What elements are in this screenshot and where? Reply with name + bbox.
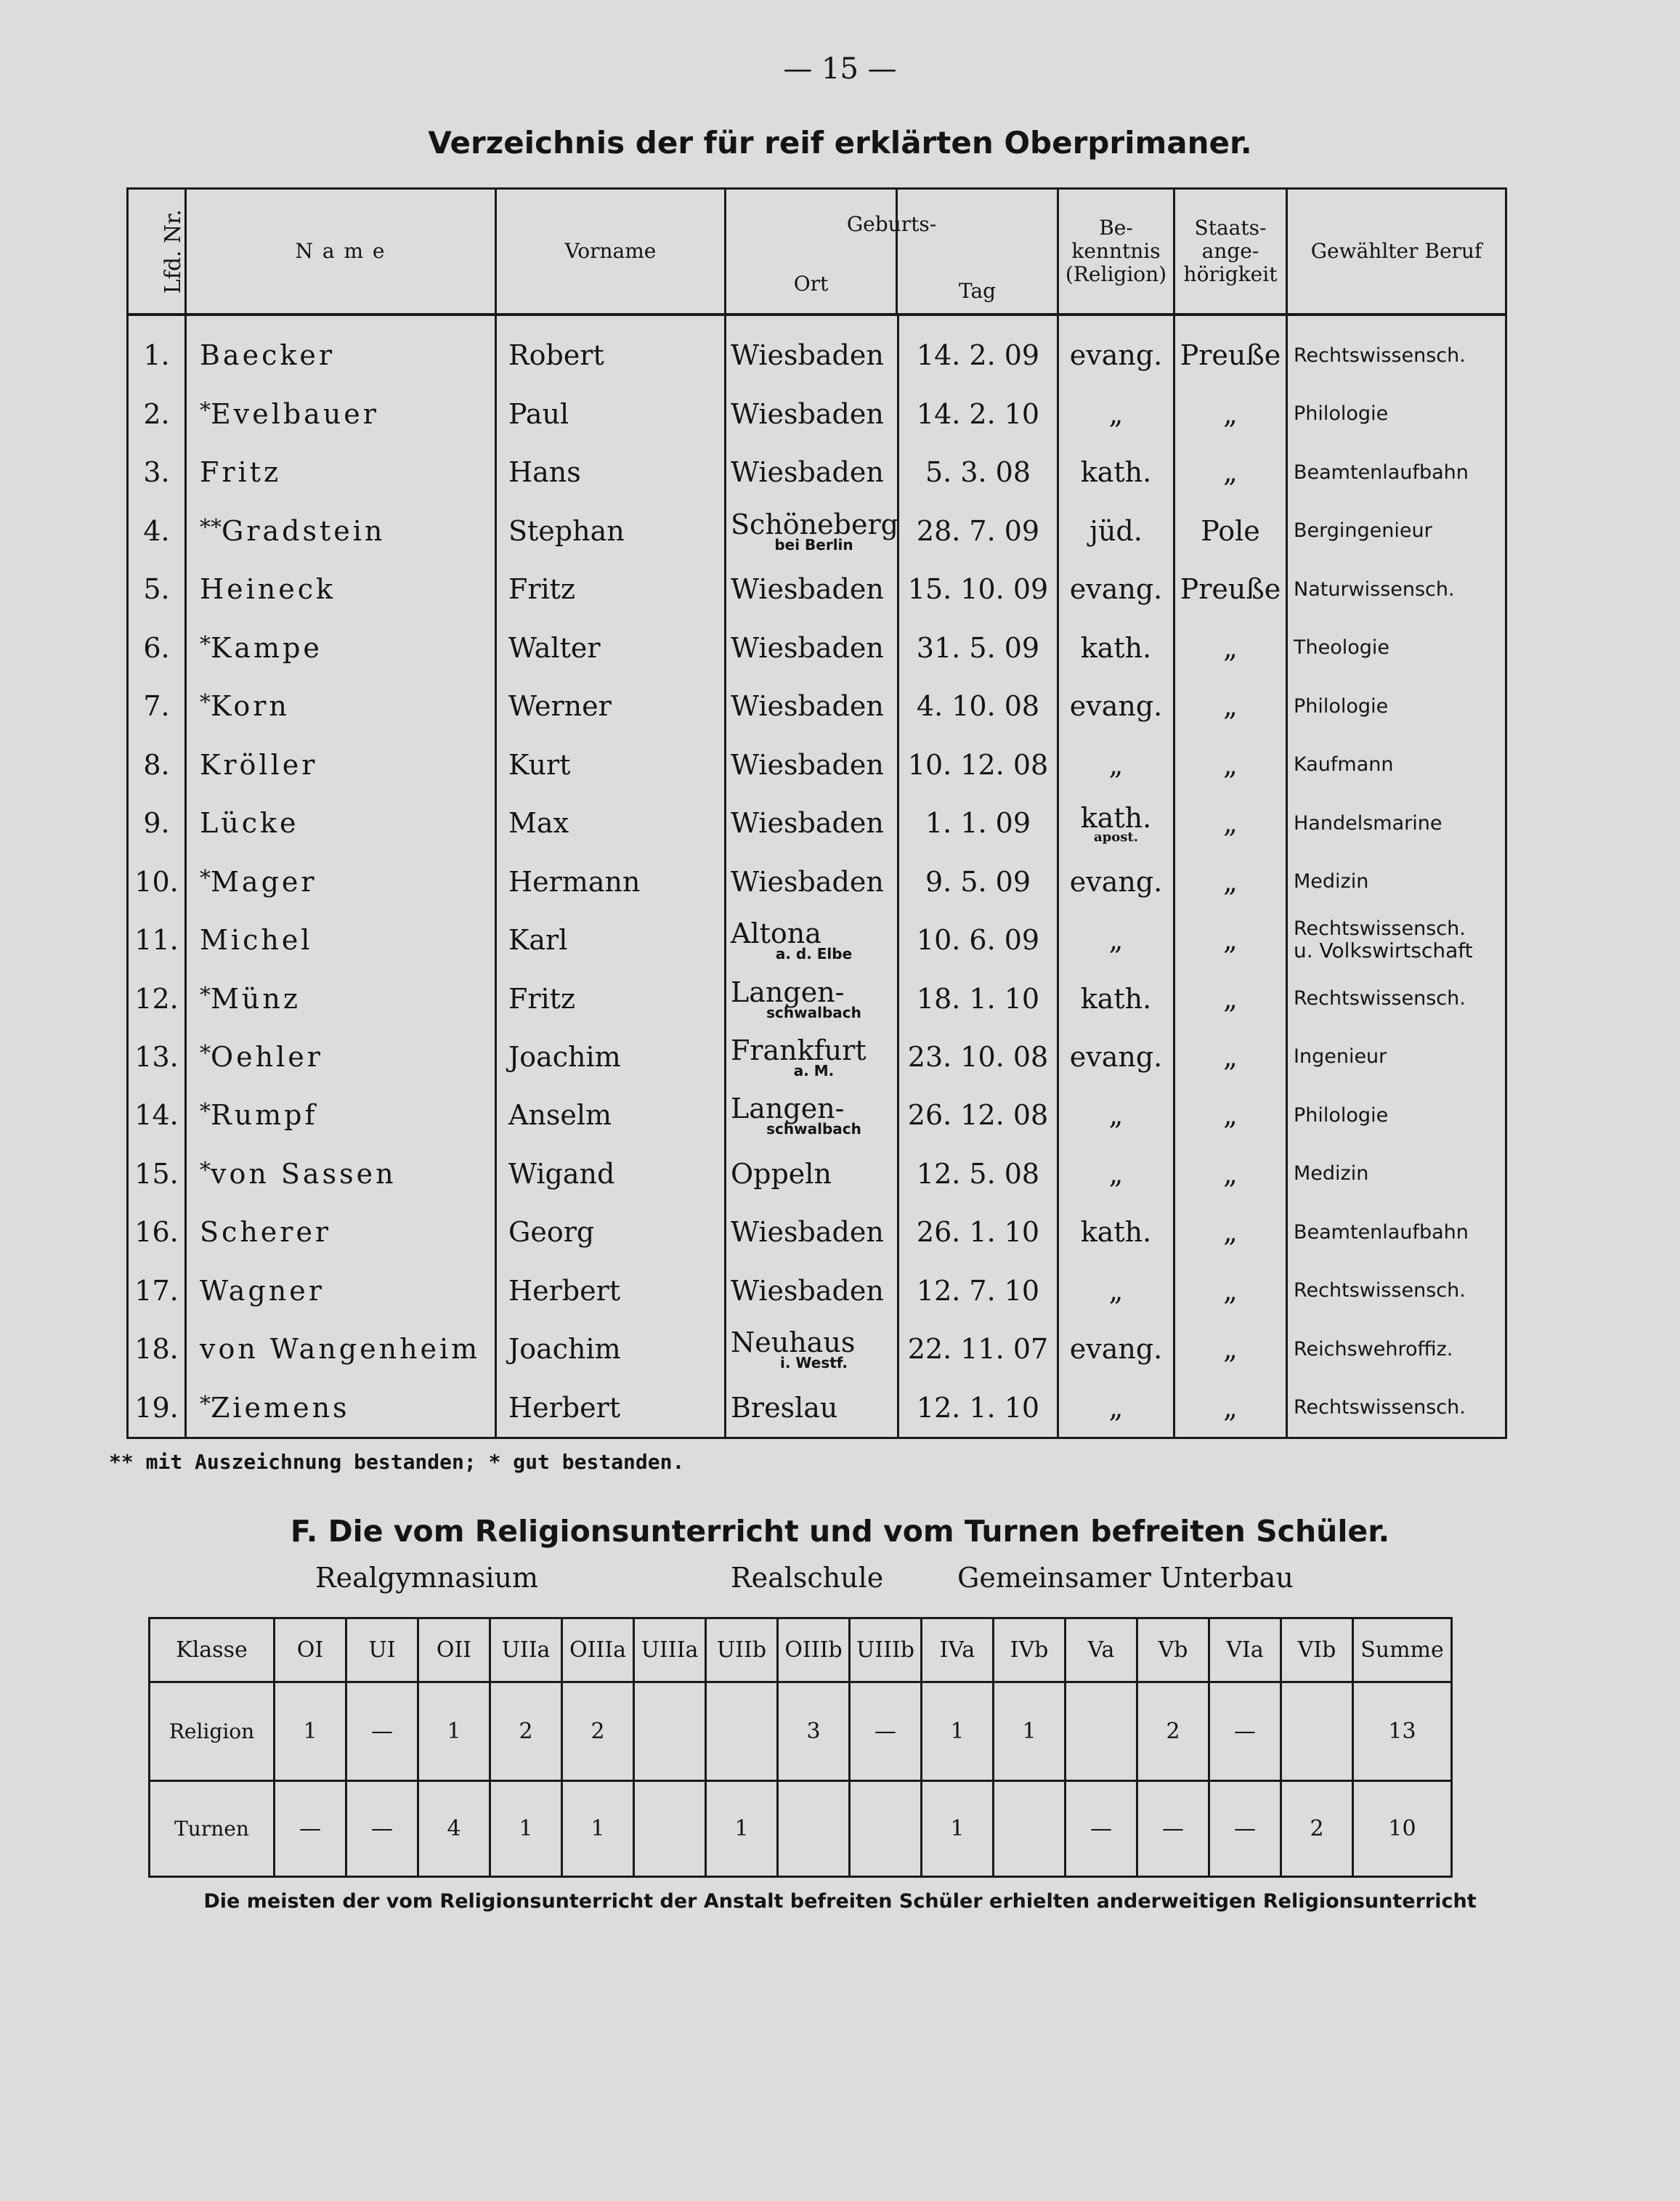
- student-surname: Kröller: [186, 735, 496, 793]
- exempt-count: [634, 1682, 706, 1781]
- birth-date: 9. 5. 09: [898, 852, 1058, 910]
- page-number: — 15 —: [783, 52, 897, 86]
- grade-mark: *: [200, 982, 211, 1008]
- row-number: 15.: [128, 1145, 186, 1203]
- exempt-count: 1: [418, 1682, 490, 1781]
- religion: „: [1058, 1145, 1174, 1203]
- nationality: „: [1174, 1262, 1287, 1320]
- student-surname: *Korn: [186, 677, 496, 735]
- exempt-header-class: OIIIa: [562, 1618, 634, 1682]
- exempt-count: —: [346, 1781, 418, 1877]
- student-row: [128, 735, 1506, 793]
- birth-place: Wiesbaden: [726, 1262, 898, 1320]
- group-realschule: Realschule: [731, 1562, 884, 1594]
- birth-place: Oppeln: [726, 1145, 898, 1203]
- religion: „: [1058, 735, 1174, 793]
- religion: „: [1058, 1086, 1174, 1144]
- exempt-count: —: [1209, 1781, 1281, 1877]
- chosen-profession: Rechtswissensch. u. Volkswirtschaft: [1287, 911, 1506, 969]
- row-number: 4.: [128, 502, 186, 560]
- religion: „: [1058, 385, 1174, 443]
- chosen-profession: Ingenieur: [1287, 1028, 1506, 1086]
- birth-place: Neuhaus i. Westf.: [726, 1320, 898, 1378]
- religion: kath.: [1058, 1203, 1174, 1261]
- birth-date: 18. 1. 10: [898, 969, 1058, 1027]
- nationality: Preuße: [1174, 315, 1287, 385]
- religion: evang.: [1058, 315, 1174, 385]
- student-surname: Fritz: [186, 443, 496, 501]
- grade-mark: *: [200, 1040, 211, 1066]
- nationality: „: [1174, 1320, 1287, 1378]
- religion: evang.: [1058, 677, 1174, 735]
- birth-place-detail: a. M.: [793, 1061, 835, 1079]
- chosen-profession: Handelsmarine: [1287, 794, 1506, 852]
- header-ort: Ort: [793, 271, 829, 296]
- chosen-profession: Reichswehroffiz.: [1287, 1320, 1506, 1378]
- nationality: „: [1174, 794, 1287, 852]
- header-tag: Tag: [958, 278, 997, 303]
- birth-date: 5. 3. 08: [898, 443, 1058, 501]
- birth-place: Wiesbaden: [726, 852, 898, 910]
- religion: evang.: [1058, 1320, 1174, 1378]
- student-firstname: Anselm: [496, 1086, 726, 1144]
- student-row: [128, 677, 1506, 735]
- birth-date: 4. 10. 08: [898, 677, 1058, 735]
- student-surname: Scherer: [186, 1203, 496, 1261]
- exempt-count: [634, 1781, 706, 1877]
- grade-mark: *: [200, 397, 211, 423]
- chosen-profession: Naturwissensch.: [1287, 560, 1506, 618]
- student-firstname: Fritz: [496, 969, 726, 1027]
- religion: evang.: [1058, 1028, 1174, 1086]
- exempt-header-class: Summe: [1353, 1618, 1452, 1682]
- grade-mark: *: [200, 631, 211, 657]
- student-surname: *Münz: [186, 969, 496, 1027]
- header-bekenntnis: Be-kenntnis (Religion): [1058, 189, 1174, 315]
- chosen-profession: Rechtswissensch.: [1287, 1378, 1506, 1438]
- student-surname: Wagner: [186, 1262, 496, 1320]
- exempt-header-class: IVb: [994, 1618, 1066, 1682]
- student-row: [128, 315, 1506, 385]
- birth-place-detail: a. d. Elbe: [775, 945, 853, 963]
- birth-place: Schöneberg bei Berlin: [726, 502, 898, 560]
- chosen-profession-detail: u. Volkswirtschaft: [1294, 939, 1473, 963]
- row-number: 17.: [128, 1262, 186, 1320]
- row-number: 11.: [128, 911, 186, 969]
- birth-date: 22. 11. 07: [898, 1320, 1058, 1378]
- chosen-profession: Theologie: [1287, 619, 1506, 677]
- religion-detail: apost.: [1094, 829, 1138, 845]
- chosen-profession: Rechtswissensch.: [1287, 315, 1506, 385]
- birth-date: 12. 7. 10: [898, 1262, 1058, 1320]
- chosen-profession: Medizin: [1287, 1145, 1506, 1203]
- nationality: „: [1174, 735, 1287, 793]
- student-firstname: Joachim: [496, 1320, 726, 1378]
- religion: kath.: [1058, 619, 1174, 677]
- exempt-header-class: UIIa: [490, 1618, 562, 1682]
- exempt-count: 1: [275, 1682, 346, 1781]
- exempt-count: —: [1066, 1781, 1137, 1877]
- birth-date: 14. 2. 10: [898, 385, 1058, 443]
- birth-place: Wiesbaden: [726, 385, 898, 443]
- birth-place: Frankfurt a. M.: [726, 1028, 898, 1086]
- birth-date: 12. 1. 10: [898, 1378, 1058, 1438]
- student-row: [128, 1262, 1506, 1320]
- birth-date: 23. 10. 08: [898, 1028, 1058, 1086]
- birth-date: 15. 10. 09: [898, 560, 1058, 618]
- row-number: 6.: [128, 619, 186, 677]
- exempt-count: —: [275, 1781, 346, 1877]
- exempt-header-class: UIIIb: [850, 1618, 922, 1682]
- graduates-table: [126, 187, 1505, 1439]
- student-row: [128, 911, 1506, 969]
- birth-place: Wiesbaden: [726, 735, 898, 793]
- student-surname: *Oehler: [186, 1028, 496, 1086]
- student-row: [128, 1145, 1506, 1203]
- chosen-profession: Rechtswissensch.: [1287, 969, 1506, 1027]
- student-surname: *von Sassen: [186, 1145, 496, 1203]
- student-row: [128, 1028, 1506, 1086]
- student-firstname: Herbert: [496, 1378, 726, 1438]
- exempt-table: [148, 1617, 1453, 1876]
- grade-mark: *: [200, 1391, 211, 1417]
- student-row: [128, 969, 1506, 1027]
- exempt-header-class: OIIIb: [778, 1618, 850, 1682]
- chosen-profession: Rechtswissensch.: [1287, 1262, 1506, 1320]
- birth-date: 14. 2. 09: [898, 315, 1058, 385]
- religion: kath.: [1058, 969, 1174, 1027]
- student-firstname: Kurt: [496, 735, 726, 793]
- student-surname: *Evelbauer: [186, 385, 496, 443]
- student-surname: Lücke: [186, 794, 496, 852]
- exempt-header-class: VIa: [1209, 1618, 1281, 1682]
- chosen-profession: Philologie: [1287, 1086, 1506, 1144]
- student-row: [128, 1086, 1506, 1144]
- nationality: „: [1174, 1086, 1287, 1144]
- row-number: 3.: [128, 443, 186, 501]
- birth-place: Wiesbaden: [726, 1203, 898, 1261]
- religion: „: [1058, 1378, 1174, 1438]
- student-surname: Heineck: [186, 560, 496, 618]
- exempt-count: 1: [922, 1682, 994, 1781]
- exempt-count: 10: [1353, 1781, 1452, 1877]
- exempt-header-class: VIb: [1281, 1618, 1353, 1682]
- student-firstname: Max: [496, 794, 726, 852]
- birth-date: 12. 5. 08: [898, 1145, 1058, 1203]
- exempt-count: 2: [490, 1682, 562, 1781]
- student-row: [128, 619, 1506, 677]
- group-realgymnasium: Realgymnasium: [315, 1562, 539, 1594]
- student-row: [128, 560, 1506, 618]
- birth-place: Wiesbaden: [726, 315, 898, 385]
- row-label: Religion: [150, 1682, 275, 1781]
- header-name: N a m e: [186, 189, 496, 315]
- student-firstname: Hermann: [496, 852, 726, 910]
- nationality: „: [1174, 385, 1287, 443]
- page-title: Verzeichnis der für reif erklärten Oberprimaner.: [428, 125, 1252, 161]
- student-surname: *Mager: [186, 852, 496, 910]
- nationality: Preuße: [1174, 560, 1287, 618]
- exempt-header-class: OII: [418, 1618, 490, 1682]
- exempt-header-class: UI: [346, 1618, 418, 1682]
- birth-place: Wiesbaden: [726, 619, 898, 677]
- birth-date: 1. 1. 09: [898, 794, 1058, 852]
- student-firstname: Joachim: [496, 1028, 726, 1086]
- exempt-header-class: Vb: [1137, 1618, 1209, 1682]
- student-row: [128, 443, 1506, 501]
- exempt-count: 13: [1353, 1682, 1452, 1781]
- birth-place-detail: i. Westf.: [780, 1354, 848, 1372]
- birth-date: 28. 7. 09: [898, 502, 1058, 560]
- row-number: 13.: [128, 1028, 186, 1086]
- exempt-count: 4: [418, 1781, 490, 1877]
- religion: jüd.: [1058, 502, 1174, 560]
- grade-mark: *: [200, 690, 211, 716]
- exempt-header-class: UIIb: [706, 1618, 778, 1682]
- student-surname: Michel: [186, 911, 496, 969]
- header-nr: Lfd. Nr.: [128, 189, 186, 315]
- student-row: [128, 852, 1506, 910]
- exempt-header-klasse: Klasse: [150, 1618, 275, 1682]
- birth-place: Langen- schwalbach: [726, 1086, 898, 1144]
- nationality: „: [1174, 1145, 1287, 1203]
- row-number: 7.: [128, 677, 186, 735]
- birth-place-detail: schwalbach: [766, 1120, 861, 1138]
- birth-date: 26. 12. 08: [898, 1086, 1058, 1144]
- row-number: 16.: [128, 1203, 186, 1261]
- student-firstname: Karl: [496, 911, 726, 969]
- birth-place: Langen- schwalbach: [726, 969, 898, 1027]
- student-firstname: Robert: [496, 315, 726, 385]
- student-surname: *Ziemens: [186, 1378, 496, 1438]
- exempt-count: 1: [490, 1781, 562, 1877]
- chosen-profession: Philologie: [1287, 677, 1506, 735]
- row-number: 5.: [128, 560, 186, 618]
- chosen-profession: Philologie: [1287, 385, 1506, 443]
- exempt-count: 3: [778, 1682, 850, 1781]
- student-firstname: Paul: [496, 385, 726, 443]
- exempt-header-class: IVa: [922, 1618, 994, 1682]
- birth-place: Altona a. d. Elbe: [726, 911, 898, 969]
- religion: kath. apost.: [1058, 794, 1174, 852]
- row-label: Turnen: [150, 1781, 275, 1877]
- birth-place: Wiesbaden: [726, 443, 898, 501]
- nationality: „: [1174, 1203, 1287, 1261]
- row-number: 12.: [128, 969, 186, 1027]
- grade-mark: *: [200, 1157, 211, 1183]
- chosen-profession: Bergingenieur: [1287, 502, 1506, 560]
- row-number: 10.: [128, 852, 186, 910]
- birth-place: Wiesbaden: [726, 794, 898, 852]
- row-number: 18.: [128, 1320, 186, 1378]
- bottom-note: Die meisten der vom Religionsunterricht der Anstalt befreiten Schüler erhielten anderweitigen Religionsunterricht: [203, 1890, 1477, 1913]
- exempt-count: [850, 1781, 922, 1877]
- exempt-count: 1: [994, 1682, 1066, 1781]
- row-number: 19.: [128, 1378, 186, 1438]
- birth-place-detail: schwalbach: [766, 1003, 861, 1021]
- exempt-count: 2: [1281, 1781, 1353, 1877]
- chosen-profession: Kaufmann: [1287, 735, 1506, 793]
- birth-date: 10. 12. 08: [898, 735, 1058, 793]
- student-firstname: Stephan: [496, 502, 726, 560]
- header-geburts-label: Geburts-: [846, 212, 937, 236]
- religion: „: [1058, 1262, 1174, 1320]
- religion-row: [150, 1682, 1452, 1781]
- row-number: 9.: [128, 794, 186, 852]
- religion: kath.: [1058, 443, 1174, 501]
- row-number: 8.: [128, 735, 186, 793]
- nationality: „: [1174, 1028, 1287, 1086]
- student-surname: von Wangenheim: [186, 1320, 496, 1378]
- footnote: ** mit Auszeichnung bestanden; * gut bestanden.: [109, 1450, 685, 1474]
- nationality: „: [1174, 969, 1287, 1027]
- student-surname: **Gradstein: [186, 502, 496, 560]
- exempt-count: 1: [706, 1781, 778, 1877]
- nationality: „: [1174, 619, 1287, 677]
- birth-place-detail: bei Berlin: [774, 535, 853, 554]
- exempt-count: —: [1209, 1682, 1281, 1781]
- student-row: [128, 794, 1506, 852]
- exempt-count: —: [1137, 1781, 1209, 1877]
- student-row: [128, 502, 1506, 560]
- exempt-count: 1: [922, 1781, 994, 1877]
- nationality: „: [1174, 443, 1287, 501]
- exempt-header-class: UIIIa: [634, 1618, 706, 1682]
- exempt-count: 2: [1137, 1682, 1209, 1781]
- exempt-count: 1: [562, 1781, 634, 1877]
- religion: evang.: [1058, 560, 1174, 618]
- student-firstname: Fritz: [496, 560, 726, 618]
- birth-place: Breslau: [726, 1378, 898, 1438]
- exempt-count: —: [346, 1682, 418, 1781]
- exempt-count: [1281, 1682, 1353, 1781]
- nationality: „: [1174, 1378, 1287, 1438]
- header-geburts: [726, 189, 1058, 315]
- chosen-profession: Medizin: [1287, 852, 1506, 910]
- student-row: [128, 1320, 1506, 1378]
- chosen-profession: Beamtenlaufbahn: [1287, 1203, 1506, 1261]
- grade-mark: *: [200, 865, 211, 891]
- row-number: 14.: [128, 1086, 186, 1144]
- group-unterbau: Gemeinsamer Unterbau: [957, 1562, 1294, 1594]
- header-beruf: Gewählter Beruf: [1287, 189, 1506, 315]
- student-surname: Baecker: [186, 315, 496, 385]
- header-staat: Staats-ange-hörigkeit: [1174, 189, 1287, 315]
- nationality: Pole: [1174, 502, 1287, 560]
- exempt-header-class: OI: [275, 1618, 346, 1682]
- student-surname: *Kampe: [186, 619, 496, 677]
- student-row: [128, 385, 1506, 443]
- birth-place: Wiesbaden: [726, 677, 898, 735]
- student-firstname: Georg: [496, 1203, 726, 1261]
- religion: „: [1058, 911, 1174, 969]
- exempt-count: —: [850, 1682, 922, 1781]
- header-vorname: Vorname: [496, 189, 726, 315]
- student-firstname: Walter: [496, 619, 726, 677]
- exempt-header-class: Va: [1066, 1618, 1137, 1682]
- exempt-count: 2: [562, 1682, 634, 1781]
- section-f-title: F. Die vom Religionsunterricht und vom Turnen befreiten Schüler.: [290, 1514, 1390, 1549]
- turnen-row: [150, 1781, 1452, 1877]
- birth-date: 31. 5. 09: [898, 619, 1058, 677]
- birth-date: 26. 1. 10: [898, 1203, 1058, 1261]
- chosen-profession: Beamtenlaufbahn: [1287, 443, 1506, 501]
- row-number: 2.: [128, 385, 186, 443]
- religion: evang.: [1058, 852, 1174, 910]
- student-surname: *Rumpf: [186, 1086, 496, 1144]
- student-row: [128, 1378, 1506, 1438]
- exempt-count: [778, 1781, 850, 1877]
- grade-mark: *: [200, 1099, 211, 1125]
- birth-date: 10. 6. 09: [898, 911, 1058, 969]
- exempt-count: [1066, 1682, 1137, 1781]
- nationality: „: [1174, 911, 1287, 969]
- nationality: „: [1174, 677, 1287, 735]
- student-firstname: Wigand: [496, 1145, 726, 1203]
- student-firstname: Hans: [496, 443, 726, 501]
- exempt-count: [706, 1682, 778, 1781]
- birth-place: Wiesbaden: [726, 560, 898, 618]
- nationality: „: [1174, 852, 1287, 910]
- row-number: 1.: [128, 315, 186, 385]
- exempt-header-row: [150, 1618, 1452, 1682]
- student-row: [128, 1203, 1506, 1261]
- student-firstname: Herbert: [496, 1262, 726, 1320]
- grade-mark: **: [200, 514, 222, 540]
- student-firstname: Werner: [496, 677, 726, 735]
- exempt-count: [994, 1781, 1066, 1877]
